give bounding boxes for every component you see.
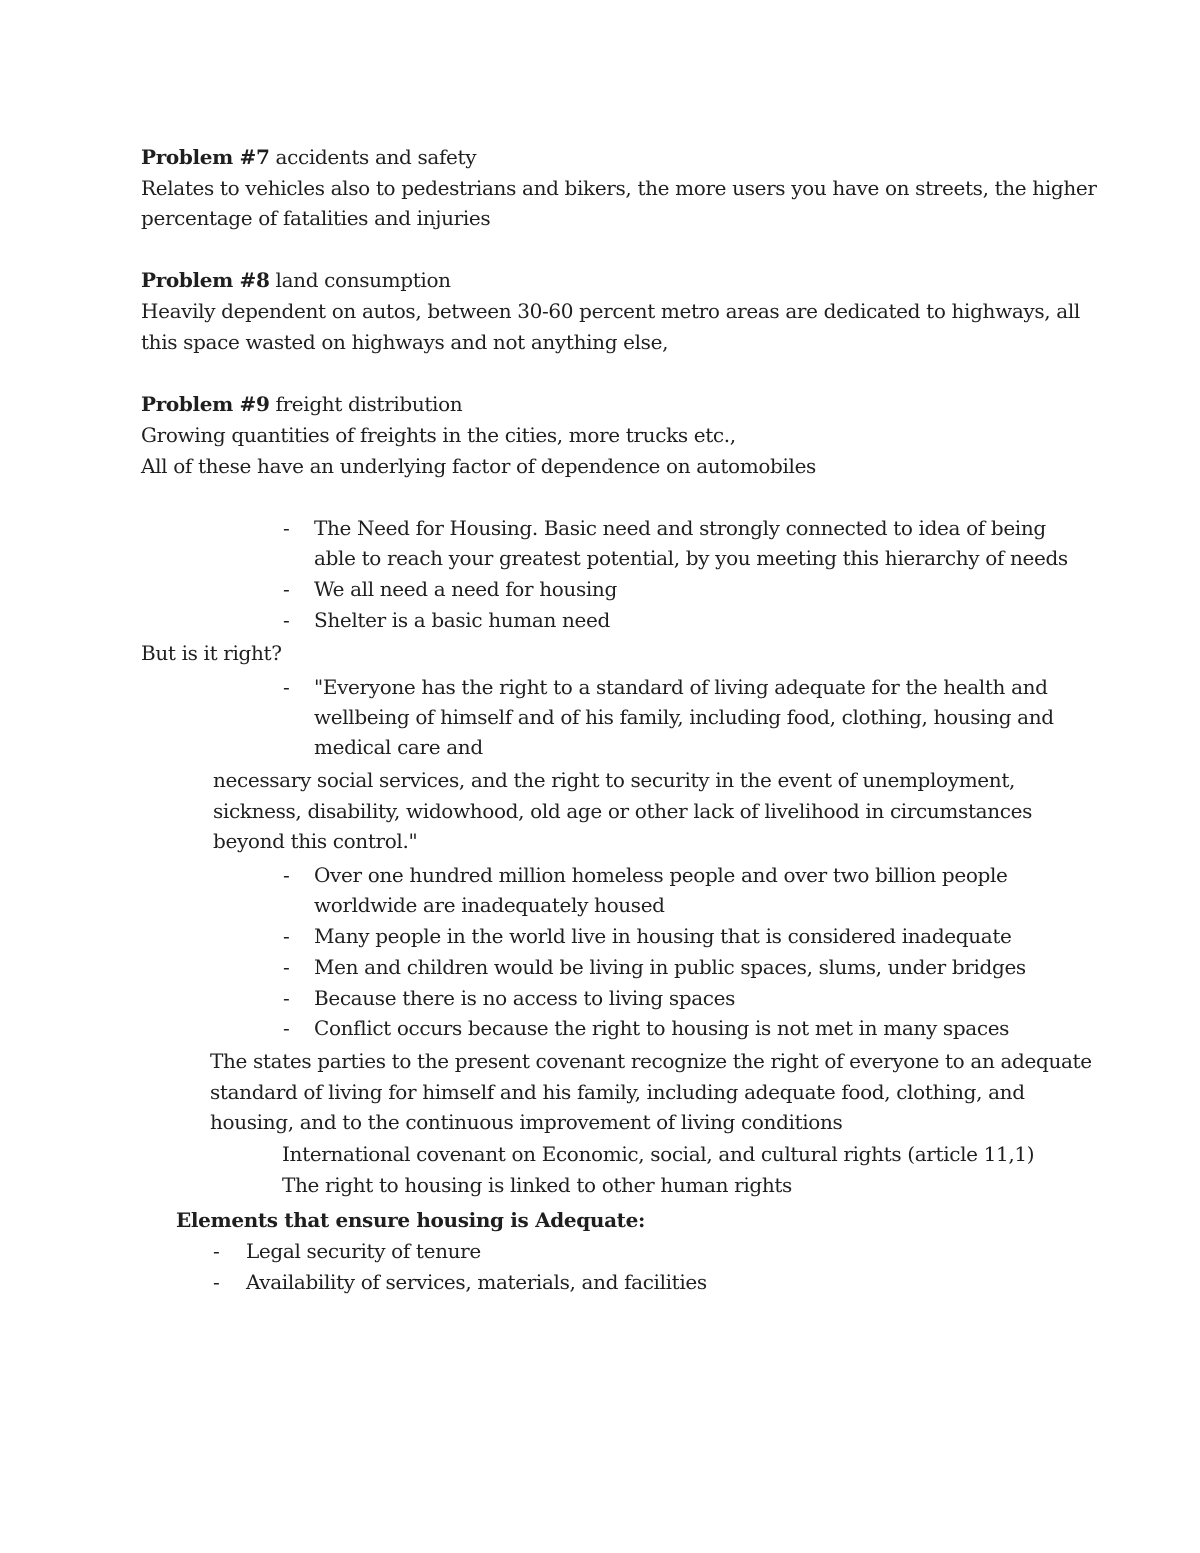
list-bullet: -: [283, 986, 290, 1010]
elements-item-2: Availability of services, materials, and facilities: [246, 1270, 707, 1294]
problem-7-label: Problem #7: [141, 145, 270, 169]
covenant-line-2: standard of living for himself and his family, including adequate food, clothing, and: [210, 1080, 1025, 1104]
covenant-line-3: housing, and to the continuous improvement of living conditions: [210, 1110, 843, 1134]
elements-item-1: Legal security of tenure: [246, 1239, 481, 1263]
problem-9-body-line-2: All of these have an underlying factor of dependence on automobiles: [141, 454, 816, 478]
housing-item-2: We all need a need for housing: [314, 577, 617, 601]
problem-9-heading: [141, 392, 462, 416]
list-bullet: -: [283, 863, 290, 887]
quote-line-3: medical care and: [314, 735, 483, 759]
homeless-item-2: Many people in the world live in housing that is considered inadequate: [314, 924, 1012, 948]
quote-line-1: "Everyone has the right to a standard of living adequate for the health and: [314, 675, 1048, 699]
problem-9-title: freight distribution: [269, 392, 463, 416]
homeless-item-1-line-2: worldwide are inadequately housed: [314, 893, 665, 917]
problem-8-body-line-2: this space wasted on highways and not anything else,: [141, 330, 669, 354]
list-bullet: -: [283, 675, 290, 699]
problem-7-heading: [141, 145, 476, 169]
quote-continuation-line-1: necessary social services, and the right to security in the event of unemployment,: [213, 768, 1016, 792]
problem-8-heading: [141, 268, 451, 292]
problem-7-title: accidents and safety: [269, 145, 477, 169]
list-bullet: -: [213, 1270, 220, 1294]
list-bullet: -: [283, 1016, 290, 1040]
problem-7-body-line-2: percentage of fatalities and injuries: [141, 206, 491, 230]
covenant-source: International covenant on Economic, social, and cultural rights (article 11,1): [282, 1142, 1035, 1166]
list-bullet: -: [283, 608, 290, 632]
list-bullet: -: [283, 516, 290, 540]
problem-8-label: Problem #8: [141, 268, 270, 292]
problem-8-title: land consumption: [269, 268, 451, 292]
housing-item-1-line-2: able to reach your greatest potential, by you meeting this hierarchy of needs: [314, 546, 1068, 570]
list-bullet: -: [283, 924, 290, 948]
quote-continuation-line-3: beyond this control.": [213, 829, 418, 853]
homeless-item-3: Men and children would be living in public spaces, slums, under bridges: [314, 955, 1026, 979]
problem-7-body-line-1: Relates to vehicles also to pedestrians and bikers, the more users you have on streets, the higher: [141, 176, 1097, 200]
housing-item-3: Shelter is a basic human need: [314, 608, 610, 632]
housing-item-1-line-1: The Need for Housing. Basic need and strongly connected to idea of being: [314, 516, 1046, 540]
problem-9-label: Problem #9: [141, 392, 270, 416]
covenant-note: The right to housing is linked to other human rights: [282, 1173, 792, 1197]
homeless-item-4: Because there is no access to living spaces: [314, 986, 736, 1010]
list-bullet: -: [283, 577, 290, 601]
problem-8-body-line-1: Heavily dependent on autos, between 30-60 percent metro areas are dedicated to highways, all: [141, 299, 1080, 323]
elements-heading: Elements that ensure housing is Adequate:: [176, 1208, 645, 1232]
question-line: But is it right?: [141, 641, 282, 665]
covenant-line-1: The states parties to the present covenant recognize the right of everyone to an adequate: [210, 1049, 1092, 1073]
quote-line-2: wellbeing of himself and of his family, including food, clothing, housing and: [314, 705, 1054, 729]
problem-9-body-line-1: Growing quantities of freights in the cities, more trucks etc.,: [141, 423, 736, 447]
list-bullet: -: [213, 1239, 220, 1263]
homeless-item-1-line-1: Over one hundred million homeless people and over two billion people: [314, 863, 1008, 887]
quote-continuation-line-2: sickness, disability, widowhood, old age or other lack of livelihood in circumstances: [213, 799, 1033, 823]
list-bullet: -: [283, 955, 290, 979]
homeless-item-5: Conflict occurs because the right to housing is not met in many spaces: [314, 1016, 1010, 1040]
